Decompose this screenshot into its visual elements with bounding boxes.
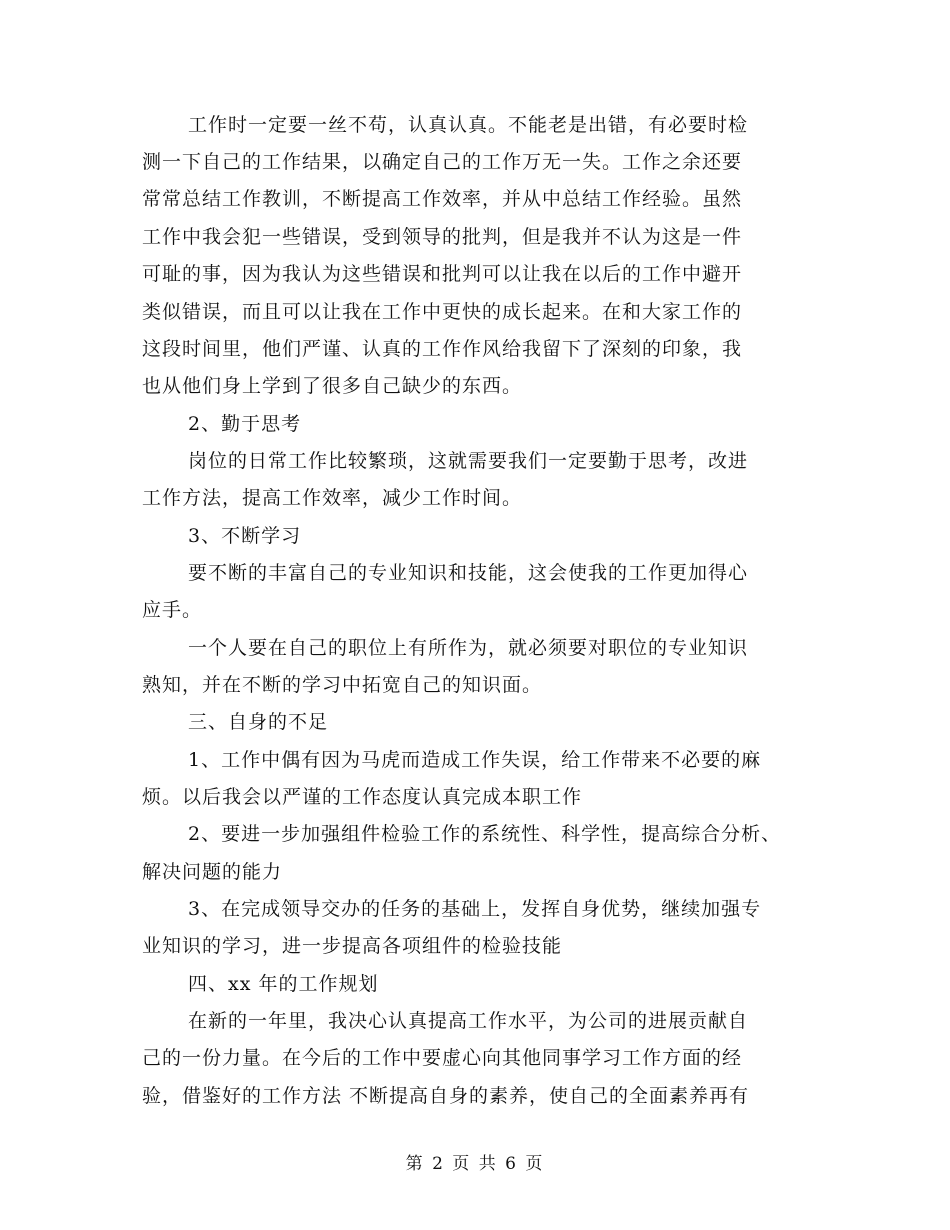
text-line: 验，借鉴好的工作方法 不断提高自身的素养，使自己的全面素养再有 [142,1085,750,1107]
text-line: 熟知，并在不断的学习中拓宽自己的知识面。 [142,674,543,696]
text-line: 岗位的日常工作比较繁琐，这就需要我们一定要勤于思考，改进 [188,450,749,472]
text-line: 也从他们身上学到了很多自己缺少的东西。 [142,375,523,397]
text-line: 应手。 [142,599,203,621]
text-line: 2、要进一步加强组件检验工作的系统性、科学性，提高综合分析、 [188,823,782,845]
text-line: 工作中我会犯一些错误，受到领导的批判，但是我并不认为这是一件 [142,226,743,248]
section-heading: 2、勤于思考 [188,413,302,435]
text-line: 一个人要在自己的职位上有所作为，就必须要对职位的专业知识 [188,637,749,659]
text-line: 工作时一定要一丝不苟，认真认真。不能老是出错，有必要时检 [188,114,749,136]
text-line: 这段时间里，他们严谨、认真的工作作风给我留下了深刻的印象，我 [142,338,743,360]
section-heading: 3、不断学习 [188,525,302,547]
text-line: 可耻的事，因为我认为这些错误和批判可以让我在以后的工作中避开 [142,263,743,285]
text-line: 在新的一年里，我决心认真提高工作水平，为公司的进展贡献自 [188,1010,749,1032]
text-line: 1、工作中偶有因为马虎而造成工作失误，给工作带来不必要的麻 [188,749,762,771]
text-line: 3、在完成领导交办的任务的基础上，发挥自身优势，继续加强专 [188,898,762,920]
text-line: 烦。以后我会以严谨的工作态度认真完成本职工作 [142,786,583,808]
text-line: 解决问题的能力 [142,861,283,883]
text-line: 类似错误，而且可以让我在工作中更快的成长起来。在和大家工作的 [142,301,743,323]
text-line: 己的一份力量。在今后的工作中要虚心向其他同事学习工作方面的经 [142,1047,743,1069]
text-line: 要不断的丰富自己的专业知识和技能，这会使我的工作更加得心 [188,562,749,584]
text-line: 工作方法，提高工作效率，减少工作时间。 [142,487,523,509]
text-line: 测一下自己的工作结果，以确定自己的工作万无一失。工作之余还要 [142,151,743,173]
text-line: 业知识的学习，进一步提高各项组件的检验技能 [142,935,563,957]
section-heading: 四、xx 年的工作规划 [188,973,379,995]
page-number-footer: 第 2 页 共 6 页 [405,1154,545,1174]
text-line: 常常总结工作教训，不断提高工作效率，并从中总结工作经验。虽然 [142,188,743,210]
section-heading: 三、自身的不足 [188,711,329,733]
